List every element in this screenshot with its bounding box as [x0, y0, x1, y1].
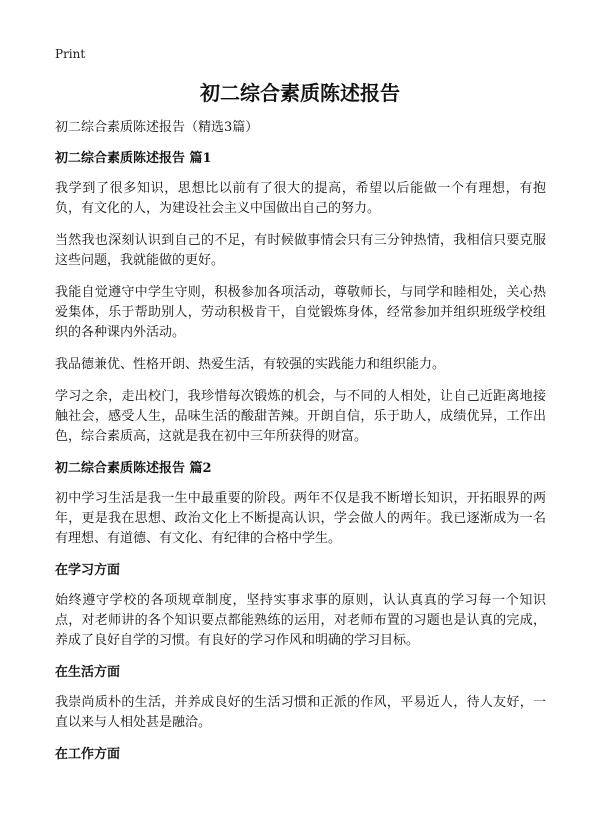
- page-title: 初二综合素质陈述报告: [200, 81, 400, 105]
- section-heading: 初二综合素质陈述报告 篇1: [55, 151, 212, 166]
- paragraph: 我学到了很多知识，思想比以前有了很大的提高，希望以后能做一个有理想，有抱负，有文化的人，为建设社会主义中国做出自己的努力。: [55, 181, 546, 216]
- section-heading: 在生活方面: [55, 665, 121, 680]
- paragraph: 我崇尚质朴的生活，并养成良好的生活习惯和正派的作风，平易近人，待人友好，一直以来与人相处甚是融洽。: [55, 695, 546, 730]
- article-subtitle: 初二综合素质陈述报告（精选3篇）: [55, 120, 259, 135]
- section-heading: 在工作方面: [55, 747, 121, 762]
- section-heading: 初二综合素质陈述报告 篇2: [55, 461, 212, 476]
- paragraph: 我品德兼优、性格开朗、热爱生活，有较强的实践能力和组织能力。: [55, 357, 446, 372]
- paragraph: 我能自觉遵守中学生守则，积极参加各项活动，尊敬师长，与同学和睦相处，关心热爱集体，乐于帮助别人，劳动积极肯干，自觉锻炼身体，经常参加并组织班级学校组织的各种课内外活动。: [55, 285, 546, 340]
- paragraph: 始终遵守学校的各项规章制度，坚持实事求事的原则，认认真真的学习每一个知识点，对老师讲的各个知识要点都能熟练的运用，对老师布置的习题也是认真的完成，养成了良好自学的习惯。有良好的学习作风和明确的学习目标。: [55, 593, 546, 648]
- section-heading: 在学习方面: [55, 563, 121, 578]
- article-body: [55, 118, 546, 775]
- print-link[interactable]: Print: [55, 47, 86, 61]
- paragraph: 当然我也深刻认识到自己的不足，有时候做事情会只有三分钟热情，我相信只要克服这些问题，我就能做的更好。: [55, 233, 546, 268]
- paragraph: 学习之余，走出校门，我珍惜每次锻炼的机会，与不同的人相处，让自己近距离地接触社会，感受人生，品味生活的酸甜苦辣。开朗自信，乐于助人，成绩优异，工作出色，综合素质高，这就是我在初中三年所获得的财富。: [55, 389, 546, 444]
- paragraph: 初中学习生活是我一生中最重要的阶段。两年不仅是我不断增长知识，开拓眼界的两年，更是我在思想、政治文化上不断提高认识，学会做人的两年。我已逐渐成为一名有理想、有道德、有文化、有纪律的合格中学生。: [55, 491, 546, 546]
